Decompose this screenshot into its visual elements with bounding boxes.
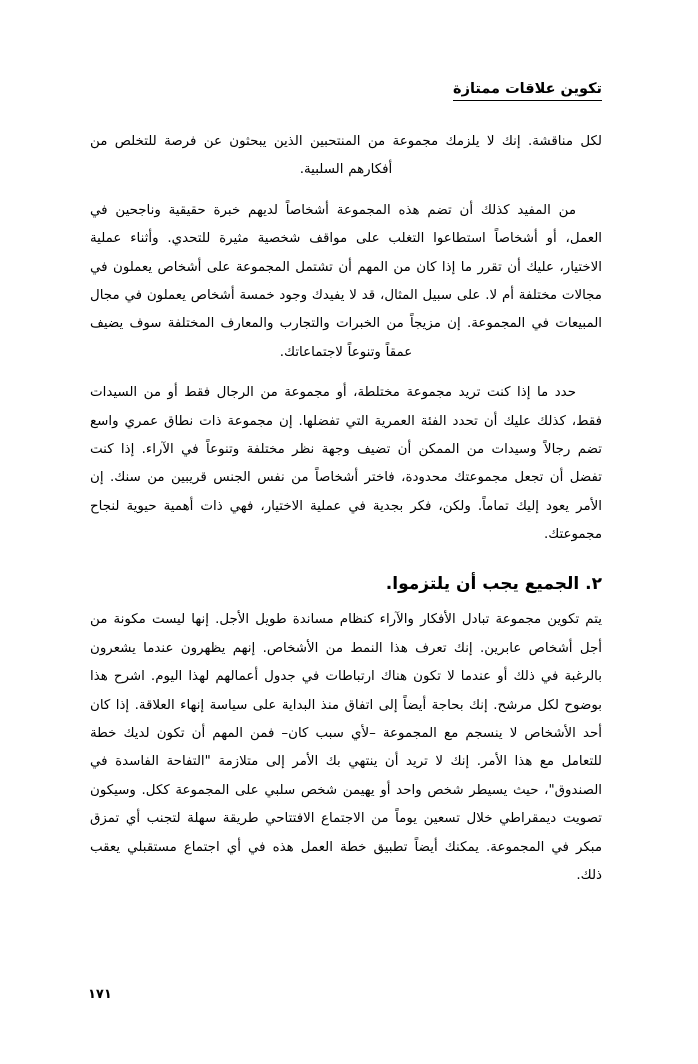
- paragraph-3: حدد ما إذا كنت تريد مجموعة مختلطة، أو مجموعة من الرجال فقط أو من السيدات فقط، كذلك عليك أن تحدد الفئة العمرية التي تفضلها. إن مجموعة ذات نطاق عمري واسع تضم رجالاً وسيدات من الممكن أن تضيف وجهة نظر مختلفة وتنوعاً في الآراء. إذا كنت تفضل أن تجعل مجموعتك محدودة، فاختر أشخاصاً من نفس الجنس قريبين من سنك. إن الأمر يعود إليك تماماً. ولكن، فكر بجدية في عملية الاختيار، فهي ذات أهمية حيوية لنجاح مجموعتك.: [90, 385, 602, 543]
- section-heading-2: ٢. الجميع يجب أن يلتزموا.: [385, 573, 602, 594]
- running-header-title: تكوين علاقات ممتازة: [453, 81, 602, 101]
- running-header: [96, 78, 602, 101]
- page-body-column: [90, 128, 602, 902]
- paragraph-1: لكل مناقشة. إنك لا يلزمك مجموعة من المنتحبين الذين يبحثون عن فرصة للتخلص من أفكارهم السلبية.: [90, 134, 602, 178]
- paragraph-4: يتم تكوين مجموعة تبادل الأفكار والآراء كنظام مساندة طويل الأجل. إنها ليست مكونة من أجل أشخاص عابرين. إنك تعرف هذا النمط من الأشخاص. إنهم يظهرون عندما يشعرون بالرغبة في ذلك أو عندما لا تكون هناك ارتباطات في جدول أعمالهم لهذا اليوم. اشرح هذا بوضوح لكل مرشح. إنك بحاجة أيضاً إلى اتفاق منذ البداية على سياسة إنهاء العلاقة. إذا كان أحد الأشخاص لا ينسجم مع المجموعة –لأي سبب كان– فمن المهم أن تكون لديك خطة للتعامل مع هذا الأمر. إنك لا تريد أن ينتهي بك الأمر إلى متلازمة "التفاحة الفاسدة في الصندوق"، حيث يسيطر شخص واحد أو يهيمن شخص سلبي على المجموعة ككل. وسيكون تصويت ديمقراطي خلال تسعين يوماً من الاجتماع الافتتاحي طريقة سهلة لتجنب أي تمزق مبكر في المجموعة. يمكنك أيضاً تطبيق خطة العمل هذه في أي اجتماع مستقبلي يعقب ذلك.: [90, 612, 602, 883]
- page-number: ١٧١: [88, 987, 112, 1002]
- paragraph-2: من المفيد كذلك أن تضم هذه المجموعة أشخاصاً لديهم خبرة حقيقية وناجحين في العمل، أو أشخاصاً استطاعوا التغلب على مواقف شخصية مثيرة للتحدي. وأثناء عملية الاختيار، عليك أن تقرر ما إذا كان من المهم أن تشتمل المجموعة على أشخاص يعملون في مجالات مختلفة أم لا. على سبيل المثال، قد لا يفيدك وجود خمسة أشخاص يعملون في مجال المبيعات في المجموعة. إن مزيجاً من الخبرات والتجارب والمعارف المختلفة سوف يضيف عمقاً وتنوعاً لاجتماعاتك.: [90, 202, 602, 360]
